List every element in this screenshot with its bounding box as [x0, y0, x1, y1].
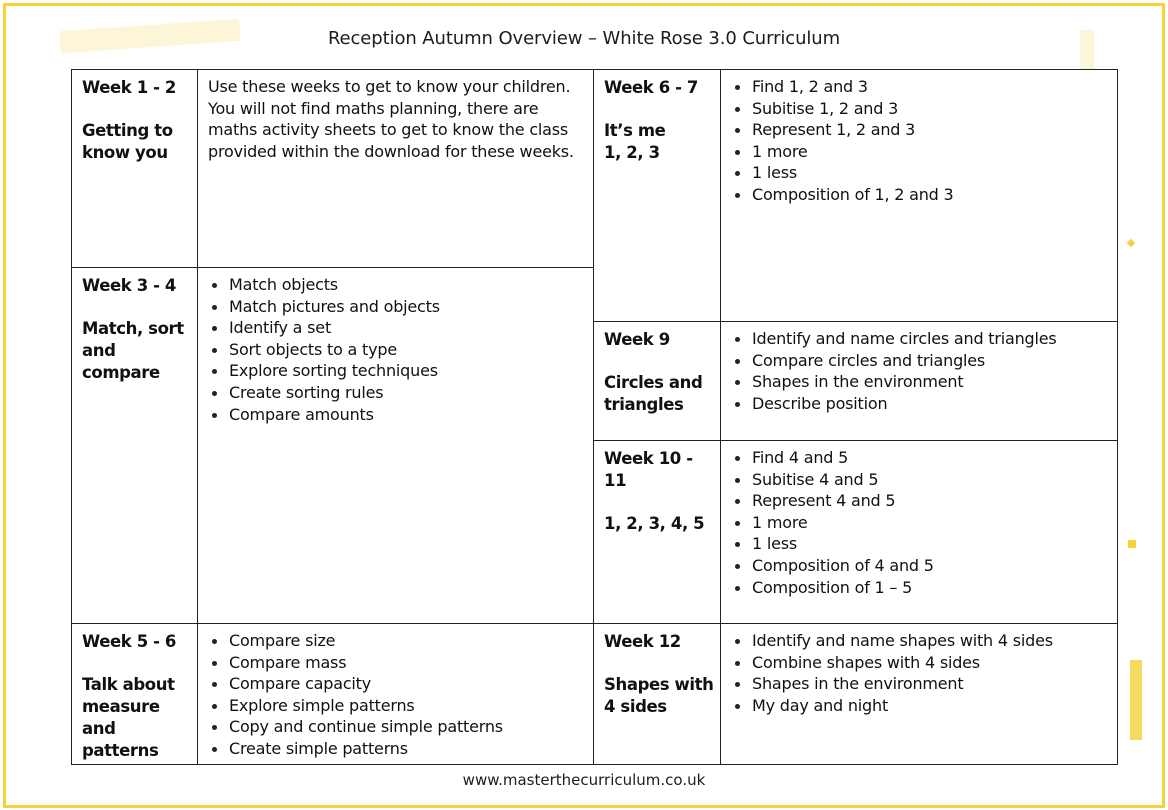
list-item: My day and night — [731, 695, 1109, 717]
content-cell — [197, 267, 595, 625]
week-label: Week 3 - 4 — [82, 276, 177, 295]
content-cell — [197, 623, 595, 765]
list-item: Find 4 and 5 — [731, 447, 1109, 469]
list-item: Subitise 1, 2 and 3 — [731, 98, 1109, 120]
list-item: Composition of 1, 2 and 3 — [731, 184, 1109, 206]
list-item: Describe position — [731, 393, 1109, 415]
list-item: Explore sorting techniques — [208, 360, 586, 382]
list-item: Create simple patterns — [208, 738, 586, 760]
week-cell — [593, 623, 722, 765]
topic-label: Circles and triangles — [604, 373, 703, 414]
list-item: Subitise 4 and 5 — [731, 469, 1109, 491]
list-item: Create sorting rules — [208, 382, 586, 404]
content-cell — [720, 440, 1118, 625]
list-item: Identify a set — [208, 317, 586, 339]
week-cell — [71, 267, 199, 625]
week-label: Week 1 - 2 — [82, 78, 177, 97]
list-item: 1 less — [731, 533, 1109, 555]
list-item: Identify and name shapes with 4 sides — [731, 630, 1109, 652]
list-item: Copy and continue simple patterns — [208, 716, 586, 738]
topic-label: Getting to know you — [82, 121, 173, 162]
intro-text: Use these weeks to get to know your children. You will not find maths planning, there are maths activity sheets to get to know the class provided within the download for these weeks. — [208, 77, 574, 161]
content-cell — [197, 69, 595, 269]
list-item: Compare capacity — [208, 673, 586, 695]
list-item: Explore simple patterns — [208, 695, 586, 717]
week-cell — [593, 440, 722, 625]
list-item: 1 more — [731, 141, 1109, 163]
content-cell — [720, 69, 1118, 323]
week-cell — [593, 321, 722, 442]
list-item: Match pictures and objects — [208, 296, 586, 318]
week-label: Week 10 - 11 — [604, 449, 693, 490]
list-item: Compare circles and triangles — [731, 350, 1109, 372]
list-item: Composition of 1 – 5 — [731, 577, 1109, 599]
week-cell — [71, 69, 199, 269]
list-item: Represent 4 and 5 — [731, 490, 1109, 512]
topic-label: Talk about measure and patterns — [82, 675, 175, 760]
topic-label: 1, 2, 3, 4, 5 — [604, 514, 705, 533]
week-label: Week 12 — [604, 632, 681, 651]
week-cell — [71, 623, 199, 765]
list-item: Shapes in the environment — [731, 673, 1109, 695]
list-item: Compare mass — [208, 652, 586, 674]
topic-label: Match, sort and compare — [82, 319, 184, 382]
list-item: Combine shapes with 4 sides — [731, 652, 1109, 674]
content-cell — [720, 623, 1118, 765]
list-item: Represent 1, 2 and 3 — [731, 119, 1109, 141]
list-item: 1 more — [731, 512, 1109, 534]
page-title: Reception Autumn Overview – White Rose 3.0 Curriculum — [327, 28, 841, 49]
list-item: Compare size — [208, 630, 586, 652]
list-item: Composition of 4 and 5 — [731, 555, 1109, 577]
week-cell — [593, 69, 722, 323]
week-label: Week 9 — [604, 330, 670, 349]
list-item: 1 less — [731, 162, 1109, 184]
list-item: Shapes in the environment — [731, 371, 1109, 393]
week-label: Week 5 - 6 — [82, 632, 177, 651]
list-item: Sort objects to a type — [208, 339, 586, 361]
content-cell — [720, 321, 1118, 442]
list-item: Find 1, 2 and 3 — [731, 76, 1109, 98]
list-item: Identify and name circles and triangles — [731, 328, 1109, 350]
week-label: Week 6 - 7 — [604, 78, 699, 97]
list-item: Compare amounts — [208, 404, 586, 426]
topic-label: It’s me 1, 2, 3 — [604, 121, 666, 162]
footer-link[interactable]: www.masterthecurriculum.co.uk — [462, 771, 706, 789]
list-item: Match objects — [208, 274, 586, 296]
topic-label: Shapes with 4 sides — [604, 675, 714, 716]
